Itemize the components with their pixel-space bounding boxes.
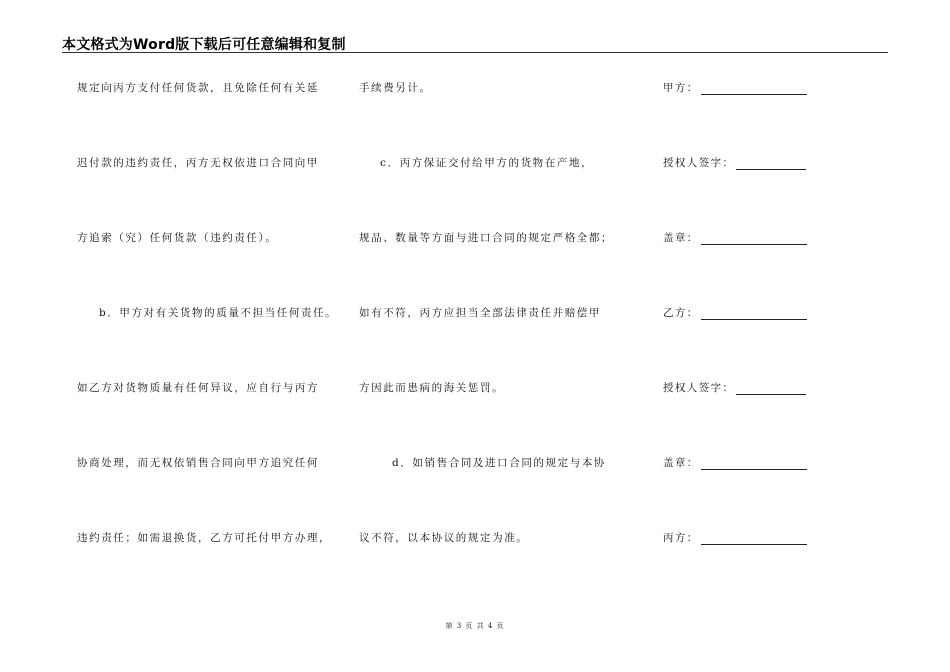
left-line-7: 违约责任；如需退换货，乙方可托付甲方办理，: [77, 532, 332, 544]
signature-blank-line: [701, 232, 807, 245]
signature-label: 甲方：: [663, 82, 699, 94]
signature-blank-line: [701, 307, 807, 320]
left-line-6: 协商处理，而无权依销售合同向甲方追究任何: [77, 457, 319, 469]
signature-label: 盖章：: [663, 232, 699, 244]
left-line-5: 如乙方对货物质量有任何异议，应自行与丙方: [77, 382, 319, 394]
middle-line-4: 如有不符，丙方应担当全部法律责任并赔偿甲: [359, 307, 601, 319]
middle-line-2: c．丙方保证交付给甲方的货物在产地，: [380, 157, 594, 169]
document-header: [62, 34, 888, 54]
signature-label: 乙方：: [663, 307, 699, 319]
left-line-3: 方追索（究）任何货款（违约责任）。: [77, 232, 278, 244]
signature-blank-line: [736, 382, 806, 395]
signature-row-seal-b: [663, 455, 807, 470]
signature-blank-line: [701, 457, 807, 470]
middle-line-6: d．如销售合同及进口合同的规定与本协: [392, 457, 607, 469]
signature-blank-line: [701, 82, 807, 95]
middle-line-7: 议不符，以本协议的规定为准。: [359, 532, 529, 544]
header-title: 本文格式为Word版下载后可任意编辑和复制: [62, 37, 346, 53]
signature-label: 盖章：: [663, 457, 699, 469]
signature-row-party-a: [663, 80, 807, 95]
header-divider: [62, 52, 888, 53]
middle-line-5: 方因此而患病的海关惩罚。: [359, 382, 505, 394]
signature-row-seal-a: [663, 230, 807, 245]
signature-row-party-b: [663, 305, 807, 320]
page-footer: 第 3 页 共 4 页: [445, 622, 505, 630]
signature-blank-line: [701, 532, 807, 545]
signature-row-authorized-a: [663, 155, 806, 170]
signature-row-party-c: [663, 530, 807, 545]
middle-line-3: 规品、数量等方面与进口合同的规定严格全都；: [359, 232, 614, 244]
left-line-1: 规定向丙方支付任何货款，且免除任何有关延: [77, 82, 319, 94]
signature-label: 授权人签字：: [663, 382, 735, 394]
signature-label: 授权人签字：: [663, 157, 735, 169]
signature-label: 丙方：: [663, 532, 699, 544]
left-line-2: 迟付款的违约责任，丙方无权依进口合同向甲: [77, 157, 319, 169]
left-line-4: b．甲方对有关货物的质量不担当任何责任。: [99, 307, 338, 319]
signature-blank-line: [736, 157, 806, 170]
signature-row-authorized-b: [663, 380, 806, 395]
middle-line-1: 手续费另计。: [359, 82, 432, 94]
